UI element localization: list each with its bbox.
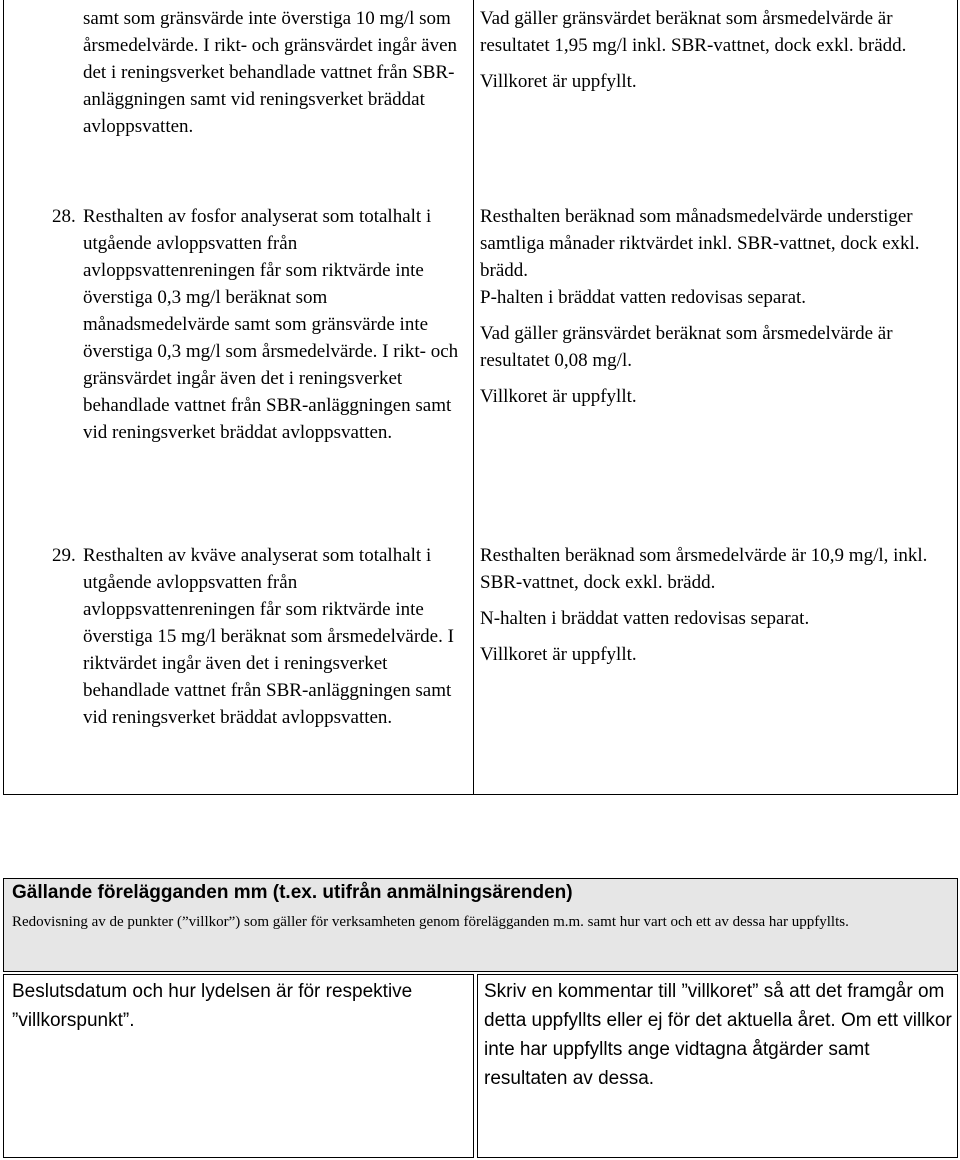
table-border-left <box>3 0 4 795</box>
table-border-bottom <box>3 794 958 795</box>
orders-description: Redovisning av de punkter (”villkor”) som gäller för verksamheten genom förelägganden m.m. samt hur vart och ett av dessa har uppfyllts. <box>12 914 849 930</box>
condition-requirement-cont: samt som gränsvärde inte överstiga 10 mg/l som årsmedelvärde. I rikt- och gränsvärdet ingår även det i reningsverket behandlade vattnet från SBR-anläggningen samt vid reningsverket bräddat avloppsvatten. <box>83 8 458 137</box>
condition-requirement-28: Resthalten av fosfor analyserat som totalhalt i utgående avloppsvatten från avloppsvattenreningen får som riktvärde inte överstiga 0,3 mg/l beräknat som månadsmedelvärde samt som gränsvärde inte överstiga 0,3 mg/l som årsmedelvärde. I rikt- och gränsvärdet ingår även det i reningsverket behandlade vattnet från SBR-anläggningen samt vid reningsverket bräddat avloppsvatten. <box>83 206 459 443</box>
comment-status: Villkoret är uppfyllt. <box>480 386 637 407</box>
comment-status: Villkoret är uppfyllt. <box>480 71 637 92</box>
decision-input-box[interactable] <box>3 974 474 1158</box>
table-border-right <box>957 0 958 795</box>
condition-comment-cont <box>480 5 950 95</box>
comment-result: Resthalten beräknad som månadsmedelvärde understiger samtliga månader riktvärdet inkl. SBR-vattnet, dock exkl. brädd. <box>480 206 920 281</box>
comment-box-label: Skriv en kommentar till ”villkoret” så att det framgår om detta uppfyllts eller ej för det aktuella året. Om ett villkor inte har uppfyllts ange vidtagna åtgärder samt resultaten av dessa. <box>484 981 952 1089</box>
condition-number-28: 28. <box>52 206 76 227</box>
orders-header <box>3 878 958 972</box>
conditions-table <box>3 0 958 795</box>
comment-input-box[interactable] <box>477 974 958 1158</box>
condition-comment-29 <box>480 542 950 668</box>
comment-status: Villkoret är uppfyllt. <box>480 644 637 665</box>
decision-box-label: Beslutsdatum och hur lydelsen är för respektive ”villkorspunkt”. <box>12 981 413 1031</box>
table-column-divider <box>473 0 474 795</box>
condition-comment-28 <box>480 203 950 410</box>
condition-number-29: 29. <box>52 545 76 566</box>
comment-note: P-halten i bräddat vatten redovisas separat. <box>480 287 807 308</box>
comment-result: Vad gäller gränsvärdet beräknat som årsmedelvärde är resultatet 0,08 mg/l. <box>480 323 893 371</box>
comment-note: N-halten i bräddat vatten redovisas separat. <box>480 608 810 629</box>
orders-title: Gällande förelägganden mm (t.ex. utifrån anmälningsärenden) <box>12 882 573 903</box>
comment-result: Resthalten beräknad som årsmedelvärde är 10,9 mg/l, inkl. SBR-vattnet, dock exkl. brädd. <box>480 545 928 593</box>
comment-result: Vad gäller gränsvärdet beräknat som årsmedelvärde är resultatet 1,95 mg/l inkl. SBR-vattnet, dock exkl. brädd. <box>480 8 907 56</box>
condition-requirement-29: Resthalten av kväve analyserat som totalhalt i utgående avloppsvatten från avloppsvattenreningen får som riktvärde inte överstiga 15 mg/l beräknat som årsmedelvärde. I riktvärdet ingår även det i reningsverket behandlade vattnet från SBR-anläggningen samt vid reningsverket bräddat avloppsvatten. <box>83 545 454 728</box>
